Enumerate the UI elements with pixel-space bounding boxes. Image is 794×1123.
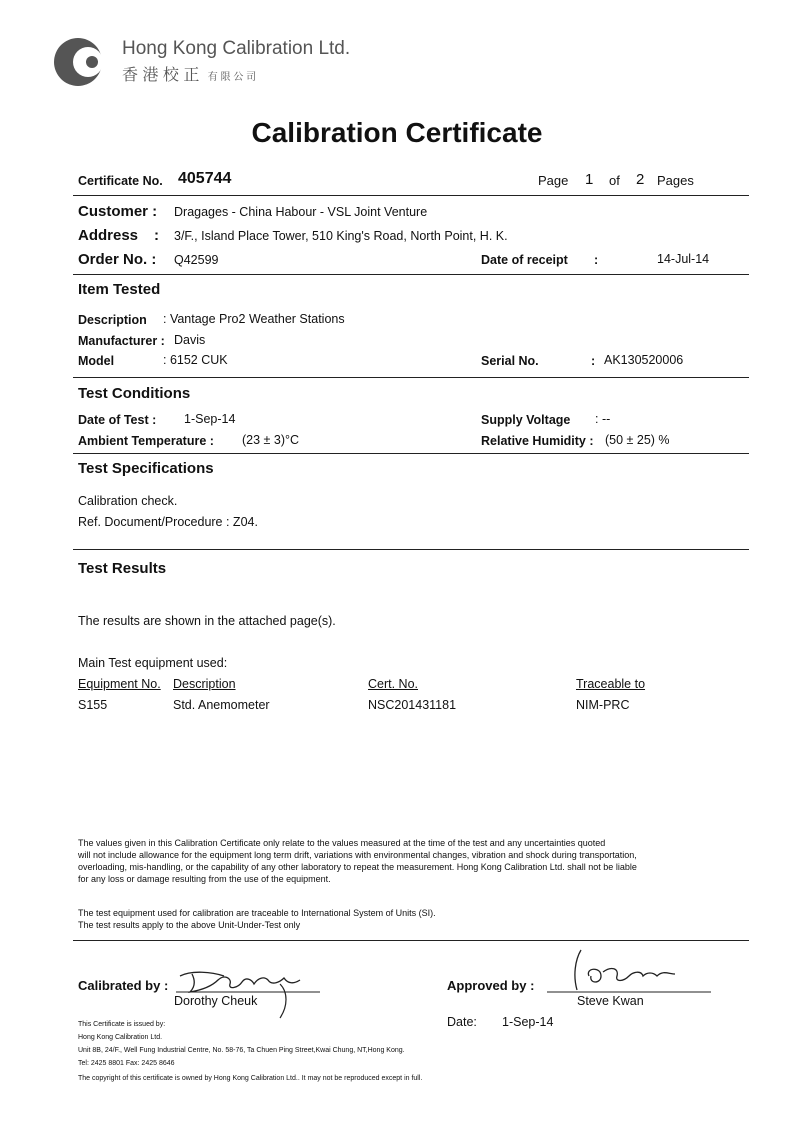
manufacturer-value: Davis [174, 333, 206, 347]
disclaimer-line: overloading, mis-handling, or the capability of any other laboratory to repeat the measurement. Hong Kong Calibration Ltd. shall not be liable [78, 862, 637, 872]
approved-by-label: Approved by : [447, 978, 535, 993]
customer-label: Customer : [78, 203, 158, 220]
issuer-line: Unit 8B, 24/F., Well Fung Industrial Centre, No. 58-76, Ta Chuen Ping Street,Kwai Chung, NT,Hong Kong. [78, 1047, 405, 1054]
calibrator-signature [172, 962, 322, 1022]
receipt-colon: : [594, 253, 599, 267]
divider [73, 377, 749, 378]
divider [73, 274, 749, 275]
disclaimer [78, 837, 637, 885]
address-label: Address [78, 227, 139, 244]
pages-label: Pages [657, 173, 694, 188]
of-label: of [609, 173, 620, 188]
receipt-value: 14-Jul-14 [657, 252, 710, 266]
issuer-block [78, 1018, 405, 1070]
company-logo [52, 36, 108, 88]
page-label: Page [538, 173, 569, 188]
calibrated-by-name: Dorothy Cheuk [174, 994, 258, 1008]
certificate-no-value: 405744 [178, 170, 232, 187]
certificate-no-label: Certificate No. [78, 174, 163, 188]
serial-value: AK130520006 [604, 353, 684, 367]
page-number: 1 [585, 171, 594, 188]
model-label: Model [78, 354, 115, 368]
divider [73, 549, 749, 550]
date-label: Date: [447, 1015, 477, 1029]
results-statement: The results are shown in the attached page(s). [78, 614, 336, 628]
specification-line: Calibration check. [78, 494, 178, 508]
description-value: : Vantage Pro2 Weather Stations [163, 312, 345, 326]
date-of-test-value: 1-Sep-14 [184, 412, 236, 426]
date-value: 1-Sep-14 [502, 1015, 554, 1029]
traceability-line: The test results apply to the above Unit-Under-Test only [78, 920, 301, 930]
issuer-line: Tel: 2425 8801 Fax: 2425 8646 [78, 1060, 175, 1067]
model-value: : 6152 CUK [163, 353, 228, 367]
company-name-zh-suffix: 有 限 公 司 [207, 72, 257, 83]
calibrated-by-label: Calibrated by : [78, 978, 169, 993]
total-pages: 2 [636, 171, 645, 188]
date-of-test-label: Date of Test : [78, 413, 157, 427]
item-tested-heading: Item Tested [78, 281, 161, 298]
relative-humidity-value: (50 ± 25) % [605, 433, 670, 447]
copyright-note: The copyright of this certificate is owned by Hong Kong Calibration Ltd.. It may not be reproduced except in full. [78, 1075, 423, 1082]
equipment-heading: Main Test equipment used: [78, 656, 228, 670]
issuer-line: Hong Kong Calibration Ltd. [78, 1034, 163, 1041]
disclaimer-line: The values given in this Calibration Certificate only relate to the values measured at the time of the test and any uncertainties quoted [78, 838, 606, 848]
divider [73, 940, 749, 941]
description-label: Description [78, 313, 147, 327]
receipt-label: Date of receipt [481, 253, 568, 267]
company-name-zh [122, 62, 256, 85]
address-colon: : [154, 227, 159, 244]
address-value: 3/F., Island Place Tower, 510 King's Road, North Point, H. K. [174, 229, 508, 243]
test-results-heading: Test Results [78, 560, 167, 577]
equipment-no-cell: S155 [78, 698, 108, 712]
divider [73, 195, 749, 196]
order-label: Order No. : [78, 251, 157, 268]
description-cell: Std. Anemometer [173, 698, 270, 712]
serial-colon: : [591, 354, 596, 368]
column-header-equipment-no: Equipment No. [78, 677, 161, 691]
test-conditions-heading: Test Conditions [78, 385, 191, 402]
company-name-zh-main: 香 港 校 正 [122, 67, 200, 84]
supply-voltage-value: : -- [595, 412, 611, 426]
traceability-line: The test equipment used for calibration are traceable to International System of Units (SI). [78, 908, 436, 918]
disclaimer-line: for any loss or damage resulting from the use of the equipment. [78, 874, 331, 884]
page-title: Calibration Certificate [251, 117, 543, 148]
customer-value: Dragages - China Habour - VSL Joint Venture [174, 205, 428, 219]
column-header-description: Description [173, 677, 236, 691]
divider [73, 453, 749, 454]
traceable-to-cell: NIM-PRC [576, 698, 630, 712]
order-value: Q42599 [174, 253, 219, 267]
issuer-line: This Certificate is issued by: [78, 1021, 166, 1028]
approved-by-name: Steve Kwan [577, 994, 644, 1008]
manufacturer-label: Manufacturer : [78, 334, 165, 348]
column-header-cert-no: Cert. No. [368, 677, 419, 691]
relative-humidity-label: Relative Humidity : [481, 434, 594, 448]
ambient-temperature-value: (23 ± 3)°C [242, 433, 300, 447]
specification-line: Ref. Document/Procedure : Z04. [78, 515, 258, 529]
supply-voltage-label: Supply Voltage [481, 413, 571, 427]
company-name-en: Hong Kong Calibration Ltd. [122, 38, 351, 59]
cert-no-cell: NSC201431181 [368, 698, 457, 712]
traceability-note [78, 907, 436, 931]
test-specifications-heading: Test Specifications [78, 460, 214, 477]
disclaimer-line: will not include allowance for the equipment long term drift, variations with environmental changes, vibration and shock during transportation, [78, 850, 637, 860]
serial-label: Serial No. [481, 354, 539, 368]
column-header-traceable-to: Traceable to [576, 677, 646, 691]
ambient-temperature-label: Ambient Temperature : [78, 434, 214, 448]
